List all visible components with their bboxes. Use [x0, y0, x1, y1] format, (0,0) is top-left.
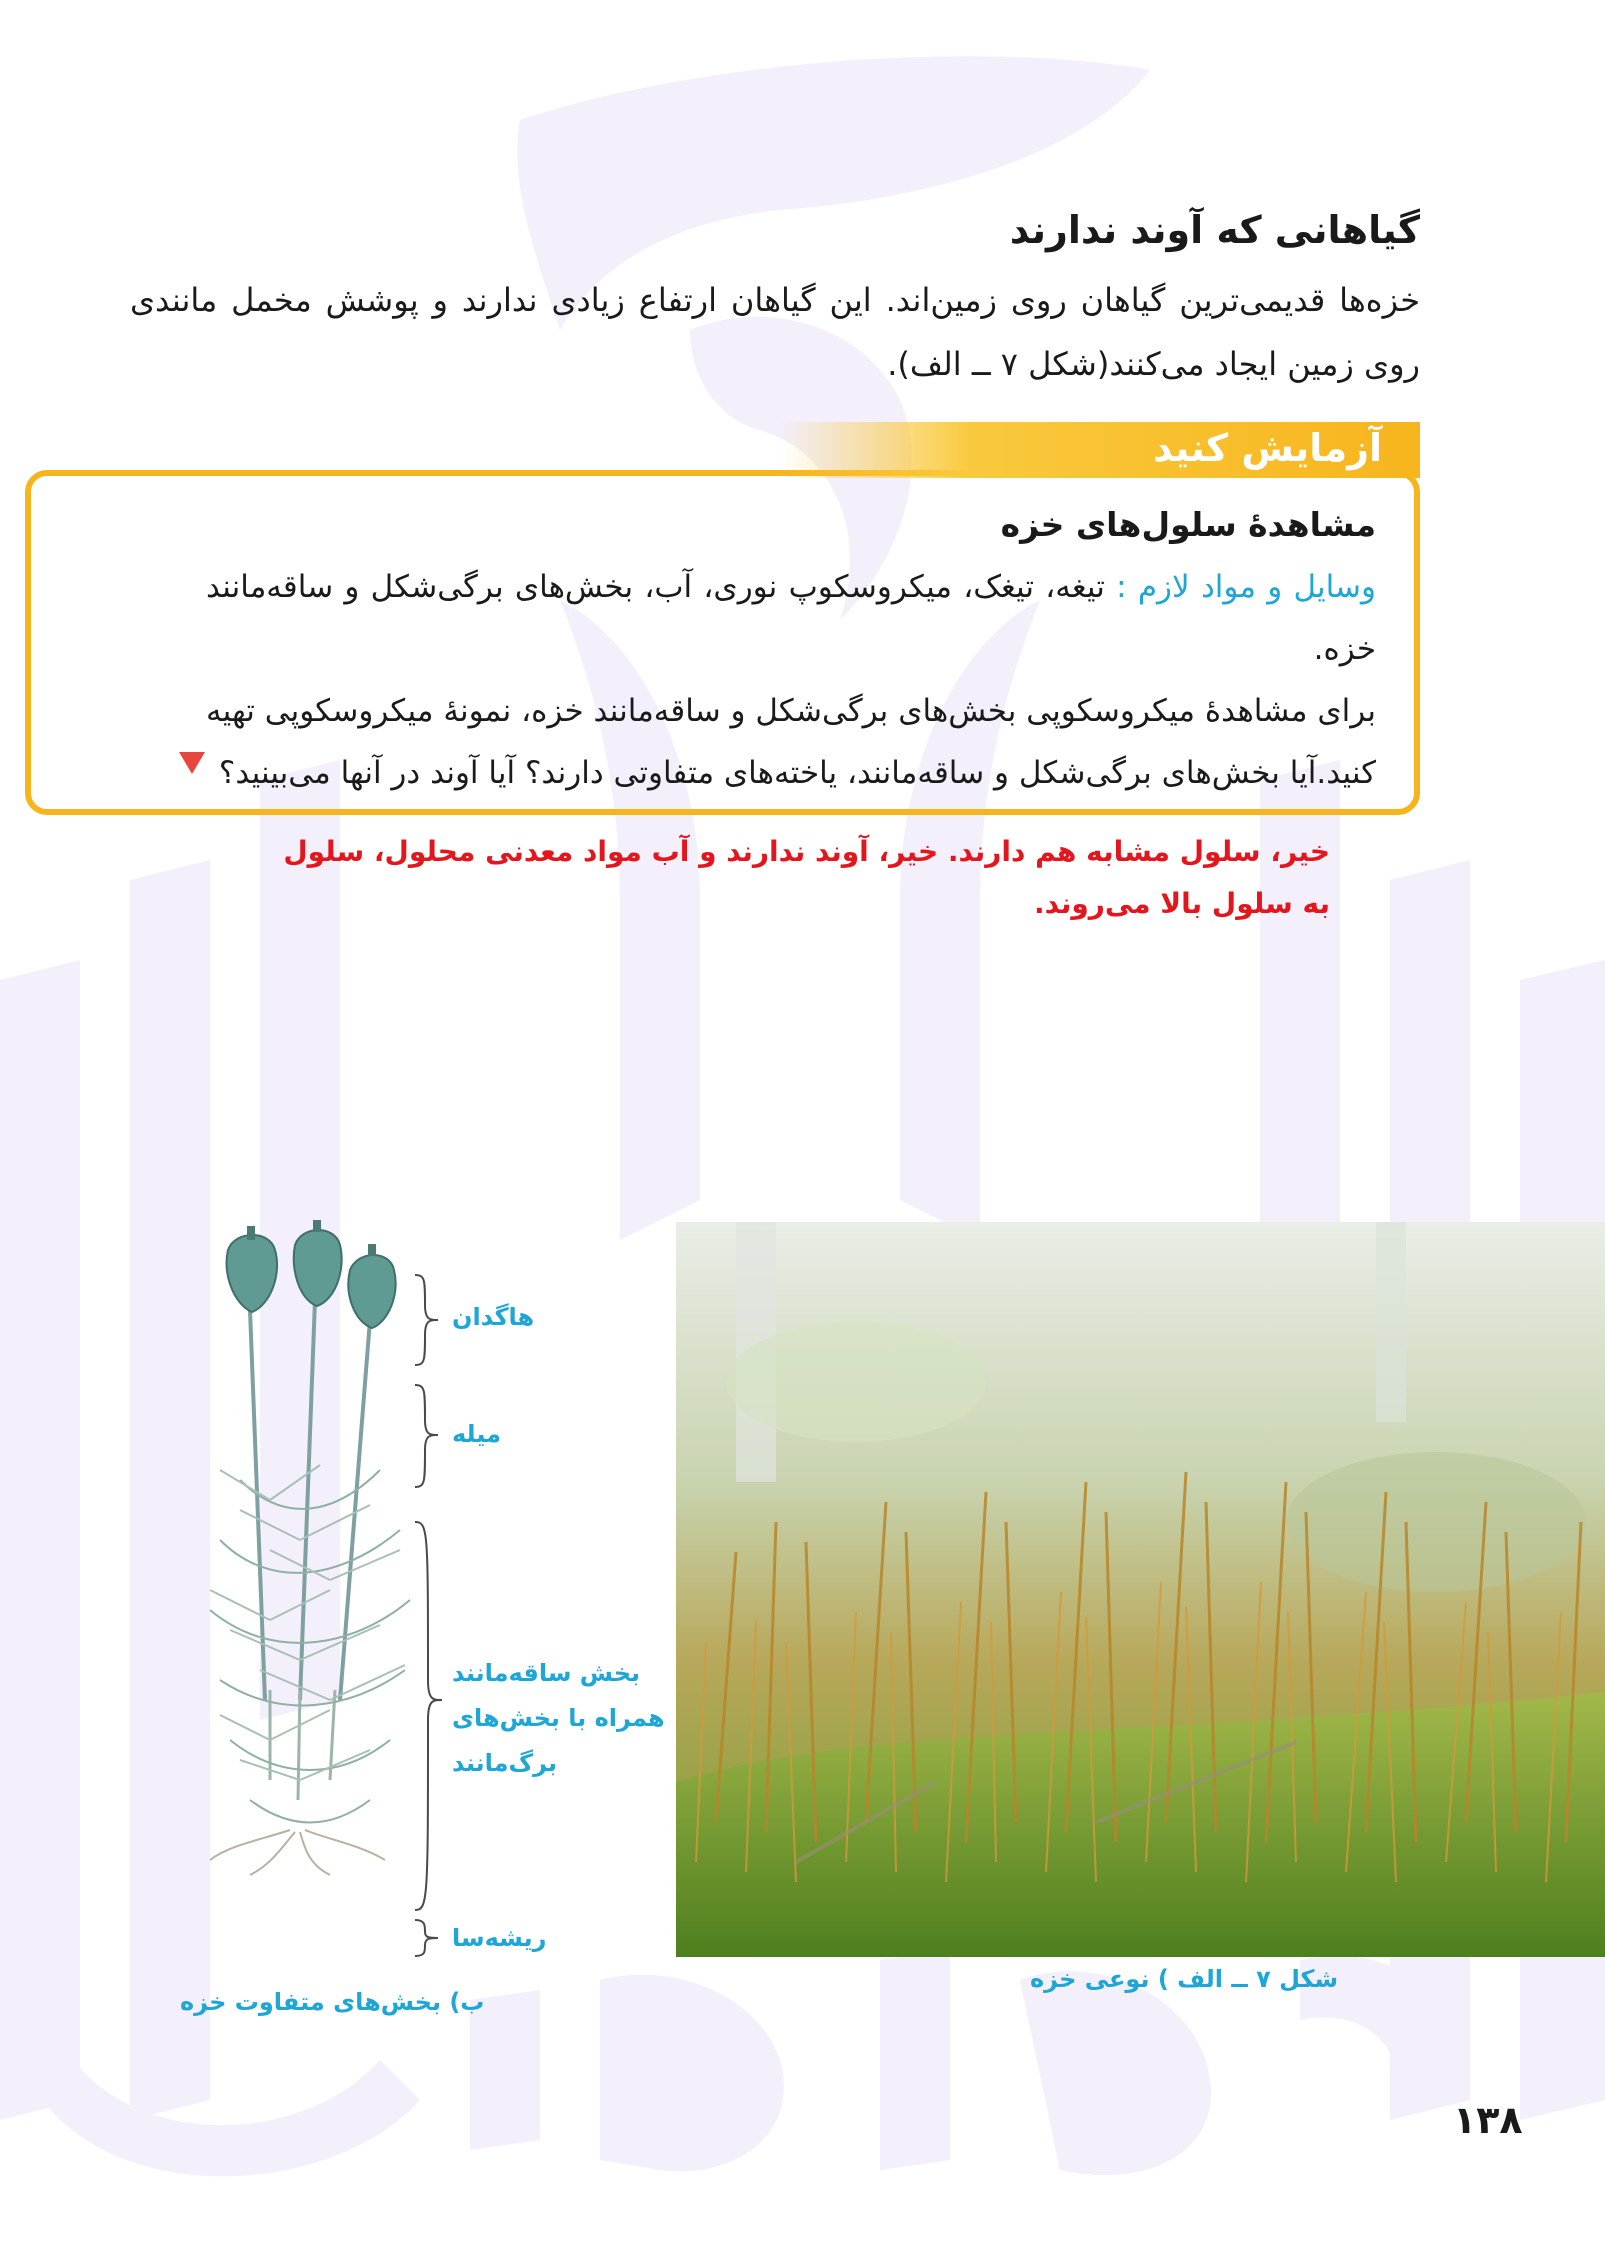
materials-text: تیغه، تیغک، میکروسکوپ نوری، آب، بخش‌های برگی‌شکل و ساقه‌مانند خزه.: [206, 569, 1376, 667]
label-stem-line2: همراه با بخش‌های: [452, 1704, 665, 1732]
answer-text: خیر، سلول مشابه هم دارند. خیر، آوند ندارند و آب مواد معدنی محلول، سلول به سلول بالا می‌روند.: [283, 835, 1330, 920]
section-heading: گیاهانی که آوند ندارند: [1009, 208, 1420, 252]
materials-line: [206, 556, 1376, 680]
label-stalk: میله: [452, 1420, 502, 1448]
intro-paragraph: خزه‌ها قدیمی‌ترین گیاهان روی زمین‌اند. این گیاهان ارتفاع زیادی ندارند و پوشش مخمل مانندی روی زمین ایجاد می‌کنند(شکل ۷ ــ الف).: [130, 281, 1420, 383]
label-capsule: هاگدان: [452, 1303, 535, 1331]
activity-instruction: برای مشاهدهٔ میکروسکوپی بخش‌های برگی‌شکل و ساقه‌مانند خزه، نمونهٔ میکروسکوپی تهیه کنید.آیا بخش‌های برگی‌شکل و ساقه‌مانند، یاخته‌های متفاوتی دارند؟ آیا آوند در آنها می‌بینید؟: [206, 693, 1376, 791]
photo-caption: شکل ۷ ــ الف ) نوعی خزه: [1030, 1965, 1339, 1993]
label-stem-line1: بخش ساقه‌مانند: [452, 1659, 641, 1687]
activity-tag-label: آزمایش کنید: [1153, 426, 1382, 470]
materials-label: وسایل و مواد لازم :: [1116, 569, 1376, 605]
plant-caption: ب) بخش‌های متفاوت خزه: [180, 1988, 485, 2016]
moss-photo: [676, 1222, 1605, 1957]
label-rhizoid: ریشه‌سا: [452, 1924, 547, 1952]
label-stem-line3: برگ‌مانند: [452, 1749, 558, 1777]
activity-title: مشاهدهٔ سلول‌های خزه: [1000, 505, 1376, 544]
page-number: ۱۳۸: [1453, 2098, 1523, 2142]
activity-box: [25, 470, 1420, 815]
activity-tag: [780, 422, 1420, 478]
triangle-marker-icon: [179, 752, 205, 774]
